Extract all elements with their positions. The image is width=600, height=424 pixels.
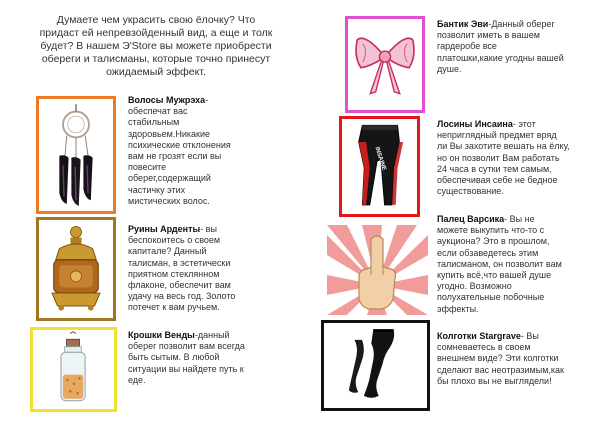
item-title: Палец Варсика [437, 214, 505, 224]
item-description-finger [437, 214, 592, 315]
item-title: Крошки Венды [128, 330, 195, 340]
pink-bow-icon [348, 19, 422, 110]
item-title: Бантик Эви [437, 19, 489, 29]
black-tights-icon [324, 323, 427, 408]
item-image-frame-bottle [36, 217, 116, 321]
middle-finger-icon [327, 225, 428, 315]
item-text: - вы беспокоитесь о своем капитале? Данный талисман, в эстетически приятном стеклянном флаконе, обеспечит вам удачу на весь год. Золото потечет к вам ручьем. [128, 224, 236, 313]
gold-perfume-bottle-icon [39, 220, 113, 318]
item-description-jar [128, 330, 278, 386]
item-image-frame-finger [327, 225, 428, 315]
item-text: -Данный оберег позволит иметь в вашем гардеробе все платошки,какие угодны вашей душе. [437, 19, 564, 74]
item-text: - этот неприглядный предмет вряд ли Вы захотите вешать на ёлку, но он позволит Вам работать 24 часа в сутки тем самым, обеспечивая себе не бедное существование. [437, 119, 570, 197]
item-description-hair [128, 95, 278, 207]
item-text: - Вы не можете выкупить что-то с аукциона? Это в прошлом, если обзаведетесь этим талисманом, он позволит вам купить всё,что вашей душе угодно. Возможно полухательные побочные эффекты. [437, 214, 562, 314]
item-image-frame-jar [30, 327, 117, 412]
item-title: Колготки Stargrave [437, 331, 521, 341]
item-description-bow [437, 19, 592, 75]
item-text: - Вы сомневаетесь в своем внешнем виде? Эти колготки сделают вас неотразимым,как бы плохо вы не выглядели! [437, 331, 564, 386]
item-title: Лосины Инсаина [437, 119, 513, 129]
item-description-leggings [437, 119, 592, 197]
item-description-bottle [128, 224, 278, 314]
item-image-frame-tights [321, 320, 430, 411]
item-text: -данный оберег позволит вам всегда быть сытым. В любой ситуации вы найдете путь к еде. [128, 330, 245, 385]
intro-text: Думаете чем украсить свою ёлочку? Что придаст ей непревзойденный вид, а еще и толк будет? В нашем Э'Store вы можете приобрести обереги и талисманы, которые точно принесут ожидаемый эффект. [39, 14, 273, 78]
leggings-badge-text: INSAINE [373, 146, 387, 172]
leggings-icon [342, 119, 417, 214]
item-title: Руины Арденты [128, 224, 201, 234]
crumbs-jar-icon [33, 330, 114, 409]
item-description-tights [437, 331, 592, 387]
item-image-frame-leggings [339, 116, 420, 217]
item-title: Волосы Мужрэха [128, 95, 206, 105]
item-image-frame-bow [345, 16, 425, 113]
hair-dreamcatcher-icon [39, 99, 113, 211]
item-image-frame-hair [36, 96, 116, 214]
item-text: - обеспечат вас стабильным здоровьем.Никакие психические отклонения вам не грозят если вы повесите оберег,содержащий частичку этих мистических волос. [128, 95, 231, 206]
